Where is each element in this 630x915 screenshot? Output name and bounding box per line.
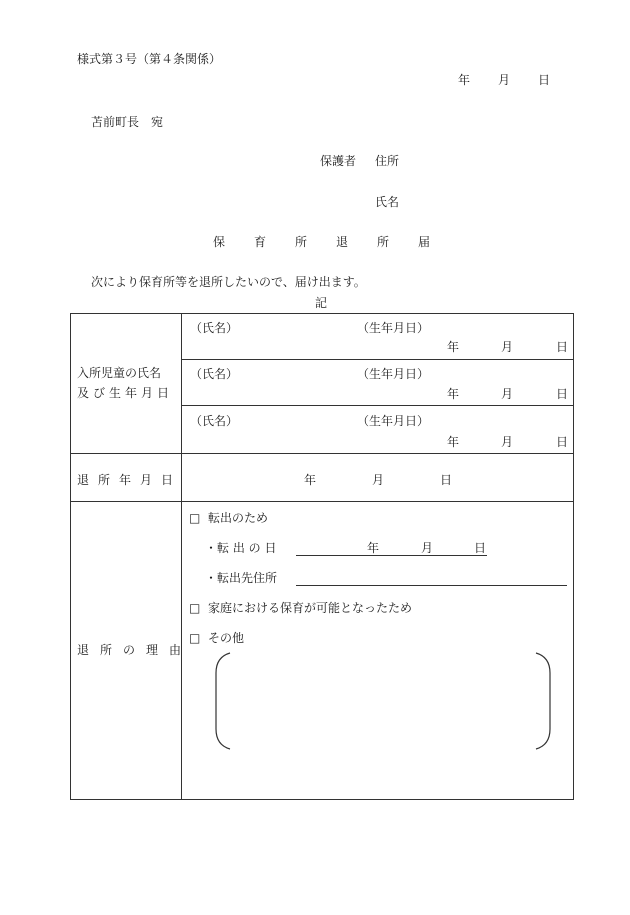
date-month-label: 月 bbox=[498, 73, 511, 87]
title-char: 育 bbox=[254, 235, 267, 249]
child-birth-year: 年 bbox=[447, 340, 460, 354]
title-char: 保 bbox=[213, 235, 226, 249]
other-reason-text-area[interactable] bbox=[238, 658, 528, 744]
child-birth-day: 日 bbox=[556, 340, 569, 354]
withdrawal-month: 月 bbox=[372, 473, 385, 487]
date-year-label: 年 bbox=[458, 73, 471, 87]
withdrawal-date-label: 退所年月日 bbox=[77, 473, 183, 487]
guardian-address-label: 住所 bbox=[375, 154, 400, 168]
child-birth-month: 月 bbox=[501, 435, 514, 449]
child-birth-day: 日 bbox=[556, 435, 569, 449]
move-address-underline[interactable] bbox=[296, 585, 567, 586]
children-header-line1: 入所児童の氏名 bbox=[77, 366, 162, 380]
child-birthdate-label: （生年月日） bbox=[357, 414, 430, 428]
child-birthdate-label: （生年月日） bbox=[357, 321, 430, 335]
date-day-label: 日 bbox=[538, 73, 551, 87]
child-name-field[interactable]: （氏名） bbox=[190, 367, 239, 381]
option-move-label: 転出のため bbox=[208, 511, 269, 525]
option-home-care-label: 家庭における保育が可能となったため bbox=[208, 601, 413, 615]
row-divider bbox=[70, 501, 574, 502]
row-divider bbox=[70, 453, 574, 454]
table-divider-vertical bbox=[181, 313, 182, 800]
ki-label: 記 bbox=[315, 296, 328, 310]
child-birth-month: 月 bbox=[501, 340, 514, 354]
guardian-name-label: 氏名 bbox=[375, 195, 400, 209]
child-birthdate-label: （生年月日） bbox=[357, 367, 430, 381]
child-birth-year: 年 bbox=[447, 435, 460, 449]
move-address-label: ・転出先住所 bbox=[205, 571, 278, 585]
child-name-field[interactable]: （氏名） bbox=[190, 414, 239, 428]
child-name-field[interactable]: （氏名） bbox=[190, 321, 239, 335]
title-char: 届 bbox=[418, 235, 431, 249]
children-header-line2: 及び生年月日 bbox=[77, 386, 174, 400]
title-char: 所 bbox=[377, 235, 390, 249]
withdrawal-day: 日 bbox=[440, 473, 453, 487]
form-number: 様式第３号（第４条関係） bbox=[77, 52, 222, 66]
move-date-day: 日 bbox=[474, 541, 487, 555]
child-birth-month: 月 bbox=[501, 387, 514, 401]
guardian-label: 保護者 bbox=[320, 154, 357, 168]
checkbox-other[interactable]: □ bbox=[189, 631, 201, 645]
checkbox-home-care[interactable]: □ bbox=[189, 601, 201, 615]
other-left-bracket-icon bbox=[212, 651, 236, 751]
title-char: 所 bbox=[295, 235, 308, 249]
other-right-bracket-icon bbox=[530, 651, 554, 751]
move-date-month: 月 bbox=[421, 541, 434, 555]
option-other-label: その他 bbox=[208, 631, 245, 645]
row-divider bbox=[181, 359, 574, 360]
title-char: 退 bbox=[336, 235, 349, 249]
checkbox-move[interactable]: □ bbox=[189, 511, 201, 525]
addressee: 苫前町長 宛 bbox=[91, 115, 164, 129]
intro-text: 次により保育所等を退所したいので、届け出ます。 bbox=[91, 275, 366, 289]
move-date-year: 年 bbox=[367, 541, 380, 555]
child-birth-year: 年 bbox=[447, 387, 460, 401]
row-divider bbox=[181, 405, 574, 406]
withdrawal-year: 年 bbox=[304, 473, 317, 487]
move-date-underline[interactable] bbox=[296, 555, 487, 556]
move-date-label: ・転 出 の 日 bbox=[205, 541, 277, 555]
child-birth-day: 日 bbox=[556, 387, 569, 401]
reason-label: 退所の理由 bbox=[77, 643, 193, 657]
